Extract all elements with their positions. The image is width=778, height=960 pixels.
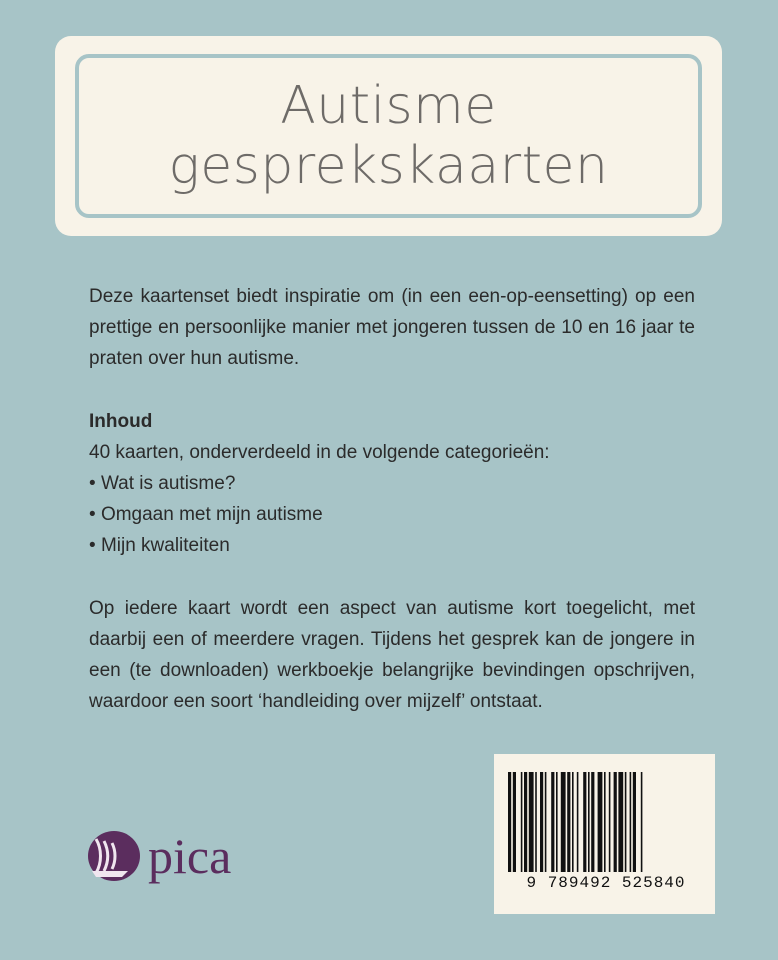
isbn-number: 9 789492 525840 [526, 874, 686, 892]
intro-paragraph: Deze kaartenset biedt inspiratie om (in een een-op-eensetting) op een prettige en persoonlijke manier met jongeren tussen de 10 en 16 jaar te praten over hun autisme. [89, 286, 695, 369]
title-line-2: gesprekskaarten [168, 136, 609, 196]
publisher-logo [84, 826, 231, 886]
title-frame [75, 54, 702, 218]
title-line-1: Autisme [280, 76, 497, 136]
publisher-name: pica [148, 828, 232, 884]
contents-section [89, 406, 695, 561]
contents-description: 40 kaarten, onderverdeeld in de volgende categorieën: [89, 442, 550, 463]
barcode-bars [508, 772, 702, 872]
contents-item: • Omgaan met mijn autisme [89, 499, 695, 530]
body-paragraph: Op iedere kaart wordt een aspect van autisme kort toegelicht, met daarbij een of meerdere vragen. Tijdens het gesprek kan de jongere in een (te downloaden) werkboekje belangrijke bevindingen opschrijven, waardoor een soort ‘handleiding over mijzelf’ ontstaat. [89, 598, 695, 712]
contents-item: • Wat is autisme? [89, 468, 695, 499]
contents-item: • Mijn kwaliteiten [89, 530, 695, 561]
contents-heading: Inhoud [89, 411, 153, 432]
title-card [55, 36, 722, 236]
barcode [494, 754, 715, 914]
ship-logo-icon [84, 829, 142, 883]
